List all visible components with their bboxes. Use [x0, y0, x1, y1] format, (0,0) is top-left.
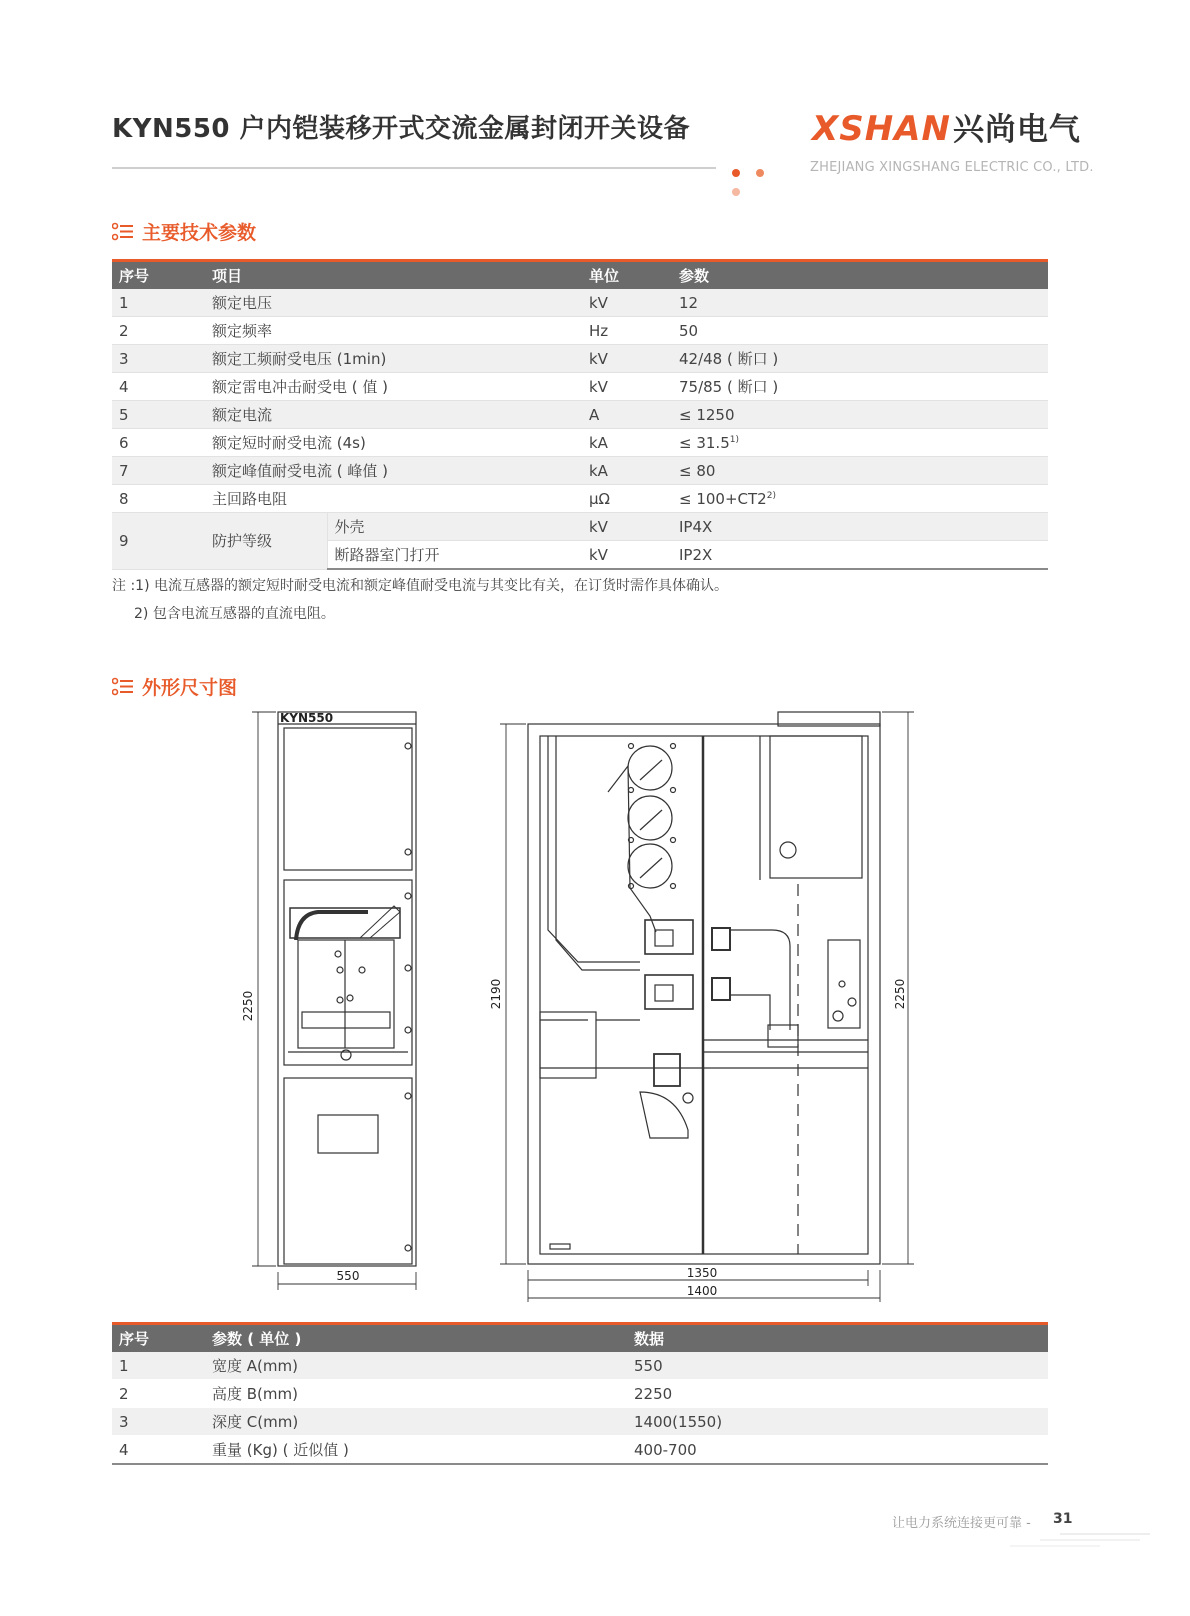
footer-tagline: 让电力系统连接更可靠 - [892, 1516, 1031, 1531]
col-header-value: 参数 [672, 261, 1048, 290]
cell-no: 2 [112, 1380, 205, 1408]
dim-depth-inner: 1350 [686, 1266, 718, 1280]
cell-no: 1 [112, 289, 205, 317]
cell-subitem: 外壳 [327, 513, 582, 541]
cell-value: IP4X [672, 513, 1048, 541]
table-row [112, 1436, 1048, 1465]
table-row [112, 513, 1048, 541]
cell-value [672, 485, 1048, 513]
section-title: 外形尺寸图 [142, 677, 238, 699]
cell-unit: A [582, 401, 672, 429]
cell-unit: kV [582, 289, 672, 317]
table-row [112, 1408, 1048, 1436]
table-row [112, 345, 1048, 373]
cell-param: 宽度 A(mm) [205, 1352, 627, 1380]
cell-item: 额定频率 [205, 317, 582, 345]
company-name: ZHEJIANG XINGSHANG ELECTRIC CO., LTD. [810, 160, 1094, 175]
dim-side-height-outer: 2250 [893, 978, 907, 1010]
table-header-row [112, 1324, 1048, 1353]
cell-value: ≤ 80 [672, 457, 1048, 485]
cell-unit: kV [582, 345, 672, 373]
dim-side-height-inner: 2190 [489, 978, 503, 1010]
cell-unit: kV [582, 541, 672, 570]
dot-2 [756, 169, 764, 177]
col-header-param: 参数 ( 单位 ) [205, 1324, 627, 1353]
footnote-ref: 2) [766, 490, 776, 501]
cell-value: 1400(1550) [627, 1408, 1048, 1436]
cell-item: 额定短时耐受电流 (4s) [205, 429, 582, 457]
cell-no: 2 [112, 317, 205, 345]
dimension-drawing [230, 705, 930, 1307]
table-row [112, 485, 1048, 513]
cell-no: 7 [112, 457, 205, 485]
cell-param: 高度 B(mm) [205, 1380, 627, 1408]
table-row [112, 401, 1048, 429]
table-header-row [112, 261, 1048, 290]
dim-front-width: 550 [336, 1269, 360, 1283]
cell-unit: kA [582, 429, 672, 457]
footnote-2: 2) 包含电流互感器的直流电阻。 [134, 606, 335, 622]
cell-value: 12 [672, 289, 1048, 317]
value-text: ≤ 100+CT2 [679, 489, 767, 508]
list-icon [112, 677, 134, 697]
cell-no: 6 [112, 429, 205, 457]
col-header-no: 序号 [112, 1324, 205, 1353]
table-row [112, 1352, 1048, 1380]
cell-no: 4 [112, 1436, 205, 1465]
cell-value: 400-700 [627, 1436, 1048, 1465]
table-row [112, 429, 1048, 457]
table-row [112, 373, 1048, 401]
section-heading-specs [112, 218, 256, 245]
brand-logo [812, 104, 1081, 149]
page-title: KYN550 户内铠装移开式交流金属封闭开关设备 [112, 114, 691, 144]
col-header-no: 序号 [112, 261, 205, 290]
cell-value: 2250 [627, 1380, 1048, 1408]
dot-3 [732, 188, 740, 196]
front-view-label: KYN550 [280, 711, 334, 725]
cell-subitem: 断路器室门打开 [327, 541, 582, 570]
cell-value: ≤ 1250 [672, 401, 1048, 429]
front-view [252, 712, 416, 1290]
cell-value: 50 [672, 317, 1048, 345]
list-icon [112, 222, 134, 242]
cell-value: IP2X [672, 541, 1048, 570]
cell-value: 75/85 ( 断口 ) [672, 373, 1048, 401]
cell-item: 主回路电阻 [205, 485, 582, 513]
cell-unit: kV [582, 373, 672, 401]
logo-cn: 兴尚电气 [952, 112, 1081, 148]
dim-depth-outer: 1400 [686, 1284, 718, 1298]
cell-item: 额定工频耐受电压 (1min) [205, 345, 582, 373]
cell-no: 3 [112, 345, 205, 373]
col-header-unit: 单位 [582, 261, 672, 290]
cell-no: 8 [112, 485, 205, 513]
dimension-table [112, 1322, 1048, 1465]
cell-param: 重量 (Kg) ( 近似值 ) [205, 1436, 627, 1465]
cell-item: 额定峰值耐受电流 ( 峰值 ) [205, 457, 582, 485]
tech-spec-table [112, 259, 1048, 570]
cell-item: 防护等级 [205, 513, 327, 570]
cell-param: 深度 C(mm) [205, 1408, 627, 1436]
value-text: ≤ 31.5 [679, 433, 730, 452]
dim-front-height: 2250 [241, 990, 255, 1022]
cell-no: 5 [112, 401, 205, 429]
header-divider [112, 167, 716, 169]
cell-item: 额定雷电冲击耐受电 ( 值 ) [205, 373, 582, 401]
cell-value: 42/48 ( 断口 ) [672, 345, 1048, 373]
section-title: 主要技术参数 [142, 222, 257, 244]
side-view [500, 712, 914, 1302]
cell-unit: Hz [582, 317, 672, 345]
logo-en: XSHAN [812, 109, 951, 149]
cell-no: 3 [112, 1408, 205, 1436]
decorative-dots [732, 162, 802, 174]
table-row [112, 1380, 1048, 1408]
cell-value [672, 429, 1048, 457]
cell-item: 额定电压 [205, 289, 582, 317]
cell-no: 4 [112, 373, 205, 401]
table-row [112, 317, 1048, 345]
page-number: 31 [1053, 1511, 1073, 1527]
cell-no: 1 [112, 1352, 205, 1380]
cell-unit: kV [582, 513, 672, 541]
table-row [112, 457, 1048, 485]
table-row [112, 289, 1048, 317]
col-header-item: 项目 [205, 261, 582, 290]
footnote-1: 注 :1) 电流互感器的额定短时耐受电流和额定峰值耐受电流与其变比有关，在订货时需作具体确认。 [112, 578, 728, 594]
cell-no: 9 [112, 513, 205, 570]
footer-lines [1000, 1530, 1160, 1552]
cell-unit: μΩ [582, 485, 672, 513]
footnote-ref: 1) [729, 434, 739, 445]
section-heading-dimensions [112, 673, 237, 700]
dot-1 [732, 169, 740, 177]
col-header-data: 数据 [627, 1324, 1048, 1353]
cell-unit: kA [582, 457, 672, 485]
cell-value: 550 [627, 1352, 1048, 1380]
cell-item: 额定电流 [205, 401, 582, 429]
